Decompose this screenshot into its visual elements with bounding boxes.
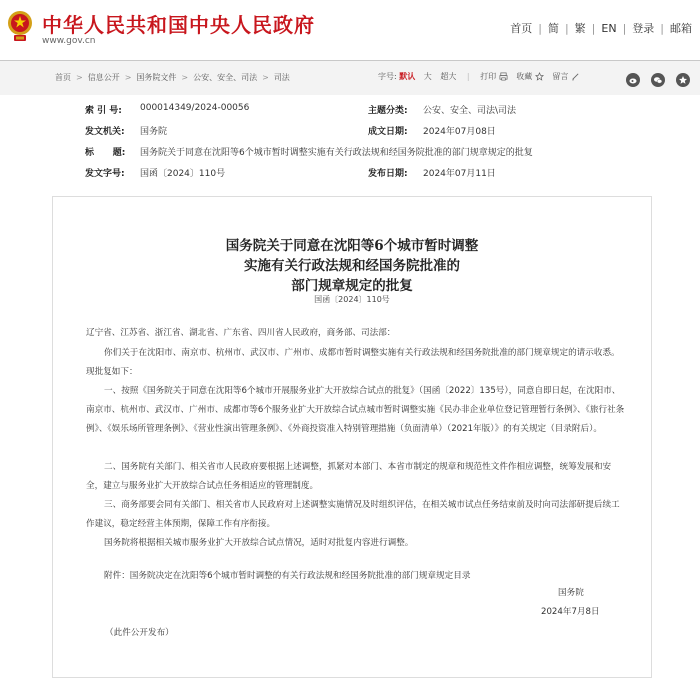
meta-row xyxy=(85,166,645,187)
favorite-button[interactable] xyxy=(516,72,544,81)
chevron-right-icon: > xyxy=(181,73,188,82)
title-value: 国务院关于同意在沈阳等6个城市暂时调整实施有关行政法规和经国务院批准的部门规章规定的批复 xyxy=(140,145,533,158)
addressee: 辽宁省、江苏省、浙江省、湖北省、广东省、四川省人民政府，商务部、司法部： xyxy=(86,324,626,343)
font-size-default[interactable]: 默认 xyxy=(399,72,415,81)
breadcrumb-bar xyxy=(0,61,700,95)
comment-label: 留言 xyxy=(552,72,568,81)
document-metadata xyxy=(85,103,645,187)
pen-icon xyxy=(571,72,580,81)
category-value: 公安、安全、司法\司法 xyxy=(423,103,516,116)
doc-title-line-2: 实施有关行政法规和经国务院批准的 xyxy=(53,254,651,274)
site-url: www.gov.cn xyxy=(42,36,95,46)
weibo-icon xyxy=(628,75,638,85)
top-nav: 首页 | 简 | 繁 | EN | 登录 | 邮箱 xyxy=(510,20,692,36)
paragraph xyxy=(86,382,626,439)
signer: 国务院 xyxy=(558,586,584,598)
paragraph-text: 国务院将根据相关城市服务业扩大开放综合试点情况，适时对批复内容进行调整。 xyxy=(104,538,413,548)
attachment xyxy=(86,567,626,586)
meta-row xyxy=(85,103,645,124)
paragraph xyxy=(86,458,626,496)
published-date-key: 发布日期: xyxy=(368,166,408,179)
print-button[interactable] xyxy=(480,72,508,81)
national-emblem-icon[interactable] xyxy=(6,9,34,43)
wechat-share-button[interactable] xyxy=(651,73,665,87)
star-icon xyxy=(535,72,544,81)
doc-number-value: 国函〔2024〕110号 xyxy=(140,166,225,179)
written-date-key: 成文日期: xyxy=(368,124,408,137)
breadcrumb-state-council-docs[interactable]: 国务院文件 xyxy=(136,73,176,82)
qzone-share-button[interactable] xyxy=(676,73,690,87)
paragraph-text: 一、按照《国务院关于同意在沈阳等6个城市开展服务业扩大开放综合试点的批复》（国函〔2022〕135号），同意自即日起，在沈阳市、南京市、杭州市、武汉市、广州市、成都市等6个服务业扩大开放综合试点城市暂时调整实施《民办非企业单位登记管理暂行条例》、《旅行社条例》、《娱乐场所管理条例》、《营业性演出管理条例》、《外商投资准入特别管理措施（负面清单）（2021年版）》的有关规定（目录附后）。 xyxy=(86,386,624,434)
doc-title-line-3: 部门规章规定的批复 xyxy=(53,274,651,294)
index-value: 000014349/2024-00056 xyxy=(140,103,249,113)
doc-number-key: 发文字号: xyxy=(85,166,125,179)
chevron-right-icon: > xyxy=(76,73,83,82)
meta-row xyxy=(85,145,645,166)
paragraph-text: 三、商务部要会同有关部门、相关省市人民政府对上述调整实施情况及时组织评估，在相关城市试点任务结束前及时向司法部研提后续工作建议，稳定经营主体预期，保障工作有序衔接。 xyxy=(86,500,620,529)
printer-icon xyxy=(499,72,508,81)
font-size-large[interactable]: 大 xyxy=(424,72,432,81)
written-date-value: 2024年07月08日 xyxy=(423,124,496,137)
sign-date: 2024年7月8日 xyxy=(541,605,600,617)
published-date-value: 2024年07月11日 xyxy=(423,166,496,179)
qzone-icon xyxy=(678,75,688,85)
font-size-xlarge[interactable]: 超大 xyxy=(440,72,456,81)
paragraph-text: 二、国务院有关部门、相关省市人民政府要根据上述调整，抓紧对本部门、本省市制定的规章和规范性文件作相应调整，统筹发展和安全，建立与服务业扩大开放综合试点任务相适应的管理制度。 xyxy=(86,462,611,491)
doc-title-line-1: 国务院关于同意在沈阳等6个城市暂时调整 xyxy=(53,234,651,254)
nav-traditional[interactable]: 繁 xyxy=(575,22,586,35)
chevron-right-icon: > xyxy=(262,73,269,82)
font-size-label: 字号: xyxy=(378,72,397,81)
paragraph-text: 你们关于在沈阳市、南京市、杭州市、武汉市、广州市、成都市暂时调整实施有关行政法规和经国务院批准的部门规章规定的请示收悉。现批复如下： xyxy=(86,348,620,377)
breadcrumb-info-public[interactable]: 信息公开 xyxy=(88,73,120,82)
nav-simplified[interactable]: 简 xyxy=(548,22,559,35)
category-key: 主题分类: xyxy=(368,103,408,116)
breadcrumb-home[interactable]: 首页 xyxy=(55,73,71,82)
title-key: 标 题: xyxy=(85,145,125,158)
issuer-value: 国务院 xyxy=(140,124,167,137)
paragraph xyxy=(86,344,626,382)
meta-row xyxy=(85,124,645,145)
nav-english[interactable]: EN xyxy=(601,22,616,35)
share-group xyxy=(620,69,690,88)
chevron-right-icon: > xyxy=(125,73,132,82)
page-tools: 字号: 默认 大 超大 | 打印 收藏 留言 xyxy=(378,71,580,82)
issuer-key: 发文机关: xyxy=(85,124,125,137)
print-label: 打印 xyxy=(480,72,496,81)
weibo-share-button[interactable] xyxy=(626,73,640,87)
index-key: 索 引 号: xyxy=(85,103,122,116)
breadcrumb xyxy=(55,72,290,83)
breadcrumb-public-security[interactable]: 公安、安全、司法 xyxy=(193,73,257,82)
nav-login[interactable]: 登录 xyxy=(632,22,654,35)
attachment-text[interactable]: 附件：国务院决定在沈阳等6个城市暂时调整的有关行政法规和经国务院批准的部门规章规定目录 xyxy=(104,571,470,581)
paragraph xyxy=(86,496,626,534)
favorite-label: 收藏 xyxy=(516,72,532,81)
publication-note: （此件公开发布） xyxy=(105,626,174,638)
wechat-icon xyxy=(653,75,663,85)
comment-button[interactable] xyxy=(552,72,580,81)
document-body xyxy=(52,196,652,678)
site-title[interactable]: 中华人民共和国中央人民政府 xyxy=(42,9,315,38)
paragraph xyxy=(86,534,626,553)
site-header xyxy=(0,0,700,60)
nav-mail[interactable]: 邮箱 xyxy=(670,22,692,35)
nav-home[interactable]: 首页 xyxy=(510,22,532,35)
breadcrumb-judicial[interactable]: 司法 xyxy=(274,73,290,82)
doc-number: 国函〔2024〕110号 xyxy=(53,294,651,305)
